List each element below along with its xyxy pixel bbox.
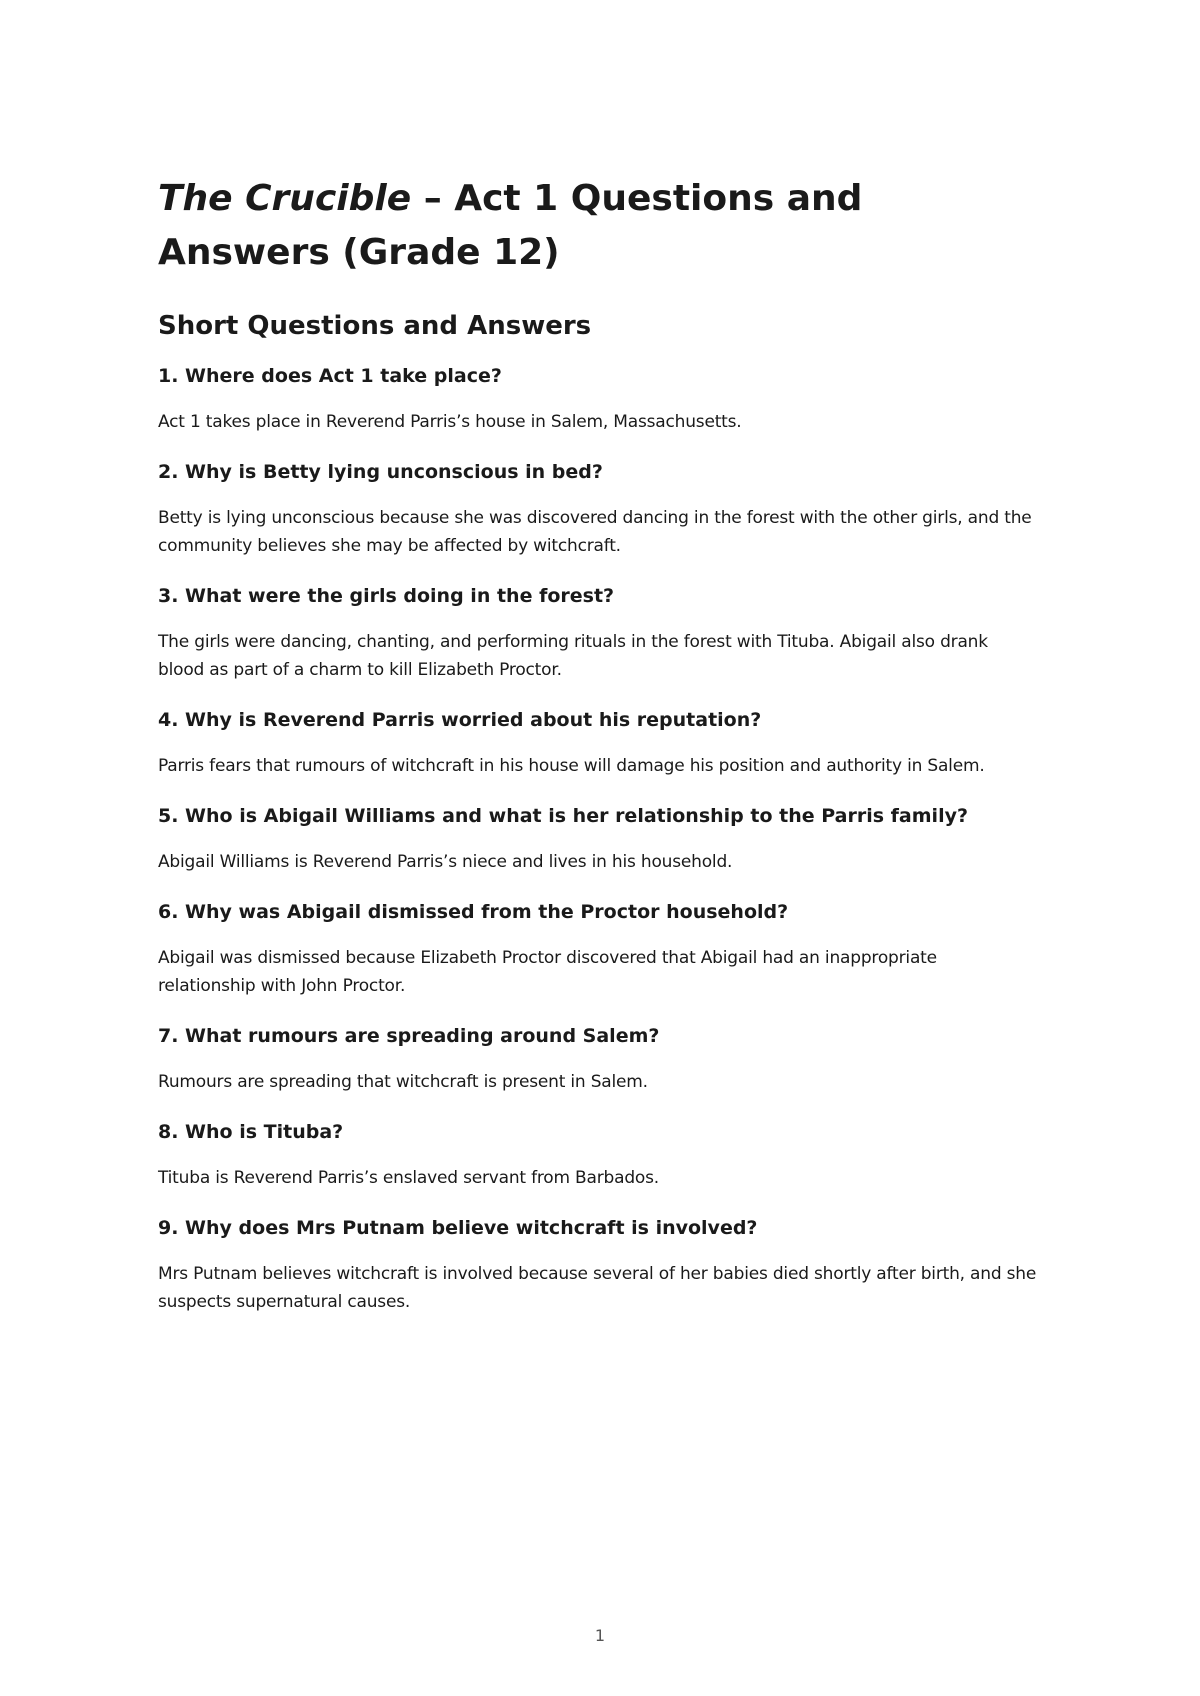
question: 1. Where does Act 1 take place? bbox=[158, 365, 502, 387]
question: 8. Who is Tituba? bbox=[158, 1121, 344, 1143]
qa-item bbox=[158, 898, 1038, 1000]
question: 9. Why does Mrs Putnam believe witchcraft is involved? bbox=[158, 1217, 758, 1239]
question: 5. Who is Abigail Williams and what is her relationship to the Parris family? bbox=[158, 805, 968, 827]
qa-item bbox=[158, 582, 1038, 684]
answer: The girls were dancing, chanting, and performing rituals in the forest with Tituba. Abigail also drank blood as part of a charm to kill Elizabeth Proctor. bbox=[158, 632, 988, 680]
answer: Abigail was dismissed because Elizabeth Proctor discovered that Abigail had an inappropriate relationship with John Proctor. bbox=[158, 948, 937, 996]
question: 3. What were the girls doing in the forest? bbox=[158, 585, 615, 607]
document-title bbox=[158, 172, 1038, 280]
answer: Betty is lying unconscious because she was discovered dancing in the forest with the other girls, and the community believes she may be affected by witchcraft. bbox=[158, 508, 1032, 556]
qa-item bbox=[158, 1118, 1038, 1192]
qa-item bbox=[158, 458, 1038, 560]
title-play-name: The Crucible bbox=[158, 178, 412, 219]
qa-item bbox=[158, 1214, 1038, 1316]
answer: Parris fears that rumours of witchcraft in his house will damage his position and authority in Salem. bbox=[158, 756, 985, 776]
title-subtitle: – Act 1 Questions and Answers (Grade 12) bbox=[158, 178, 863, 273]
answer: Tituba is Reverend Parris’s enslaved servant from Barbados. bbox=[158, 1168, 659, 1188]
qa-item bbox=[158, 706, 1038, 780]
page-number: 1 bbox=[594, 1626, 606, 1645]
question: 4. Why is Reverend Parris worried about his reputation? bbox=[158, 709, 762, 731]
question: 2. Why is Betty lying unconscious in bed? bbox=[158, 461, 603, 483]
answer: Abigail Williams is Reverend Parris’s niece and lives in his household. bbox=[158, 852, 733, 872]
qa-item bbox=[158, 802, 1038, 876]
answer: Mrs Putnam believes witchcraft is involved because several of her babies died shortly after birth, and she suspects supernatural causes. bbox=[158, 1264, 1037, 1312]
qa-item bbox=[158, 1022, 1038, 1096]
question: 7. What rumours are spreading around Salem? bbox=[158, 1025, 660, 1047]
document-page bbox=[158, 172, 1038, 1316]
section-heading: Short Questions and Answers bbox=[158, 311, 592, 341]
qa-item bbox=[158, 362, 1038, 436]
question: 6. Why was Abigail dismissed from the Proctor household? bbox=[158, 901, 789, 923]
answer: Act 1 takes place in Reverend Parris’s house in Salem, Massachusetts. bbox=[158, 412, 742, 432]
answer: Rumours are spreading that witchcraft is present in Salem. bbox=[158, 1072, 648, 1092]
